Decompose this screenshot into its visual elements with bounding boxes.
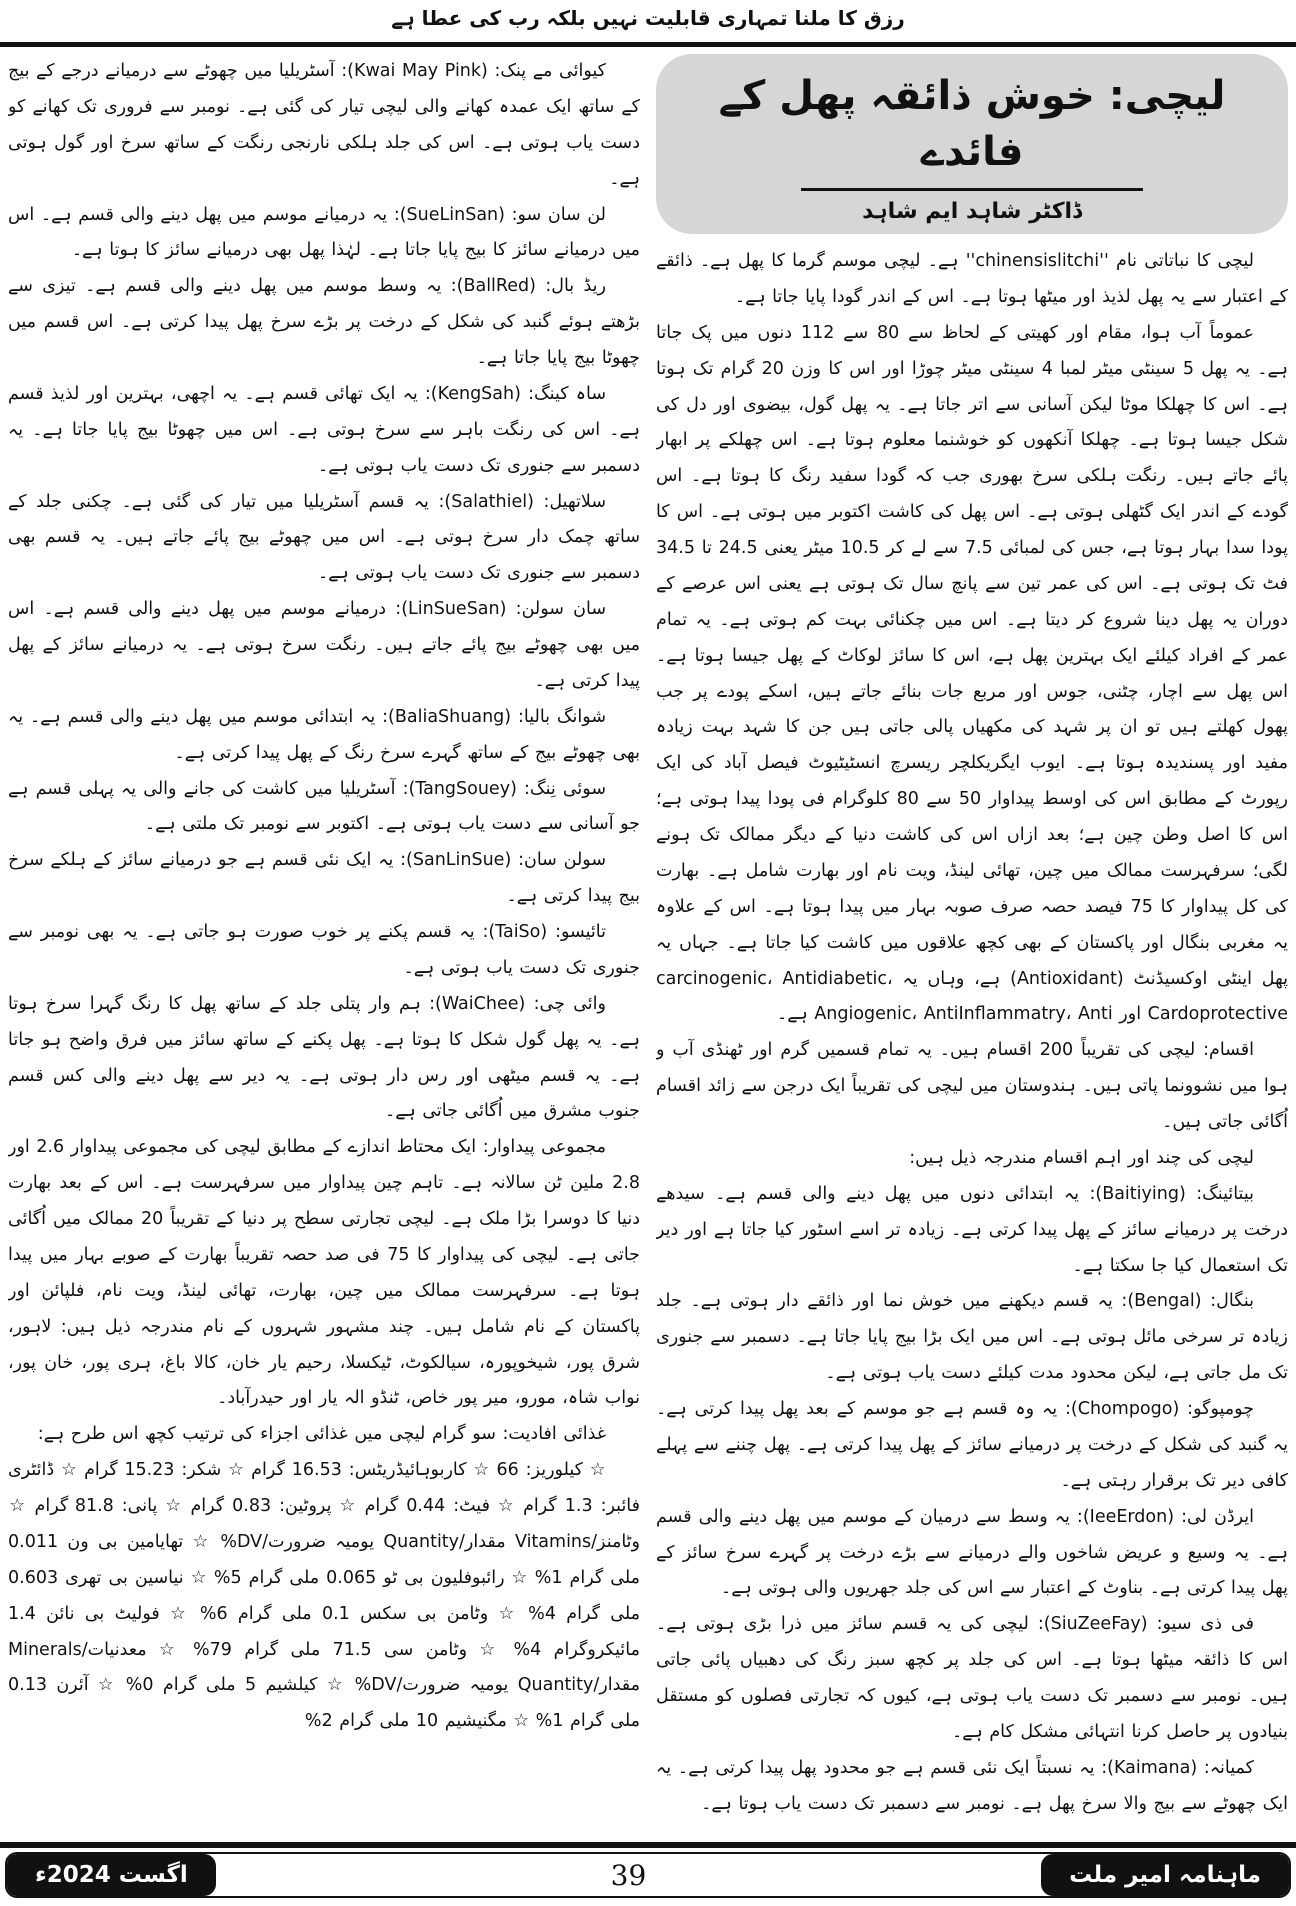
article-paragraph: چومپوگو: (Chompogo): یہ وہ قسم ہے جو موسم کے بعد پھل پیدا کرتی ہے۔ یہ گنبد کی شکل کے درخت پر درمیانے سائز کے پھل پیدا کرتی ہے۔ پھل چننے سے پہلے کافی دیر تک برقرار رہتی ہے۔ <box>656 1399 1288 1491</box>
article-paragraph: لیچی کا نباتاتی نام ''chinensislitchi'' ہے۔ لیچی موسم گرما کا پھل ہے۔ ذائقے کے اعتبار سے یہ پھل لذیذ اور میٹھا ہوتا ہے۔ اس کے اندر گودا پایا جاتا ہے۔ <box>656 251 1288 307</box>
article-paragraph: کیوائی مے پنک: (Kwai May Pink): آسٹریلیا میں چھوٹے سے درمیانے درجے کے بیج کے ساتھ ایک عمدہ کھانے والی لیچی تیار کی گئی ہے۔ نومبر سے فروری تک کھانے کو دست یاب ہوتی ہے۔ اس کی جلد ہلکی نارنجی رنگت کے ساتھ سرخ اور گول ہوتی ہے۔ <box>8 61 640 189</box>
article-paragraph: ☆ کیلوریز: 66 ☆ کاربوہائیڈریٹس: 16.53 گرام ☆ شکر: 15.23 گرام ☆ ڈائٹری فائبر: 1.3 گرام ☆ فیٹ: 0.44 گرام ☆ پروٹین: 0.83 گرام ☆ پانی: 81.8 گرام ☆ وٹامنز/Vitamins مقدار/Quantity یومیہ ضرورت/DV% ☆ تھایامین بی ون 0.011 ملی گرام 1% ☆ رائبوفلیون بی ٹو 0.065 ملی گرام 5% ☆ نیاسین بی تھری 0.603 ملی گرام 4% ☆ وٹامن بی سکس 0.1 ملی گرام 6% ☆ فولیٹ بی نائن 1.4 مائیکروگرام 4% ☆ وٹامن سی 71.5 ملی گرام 79% ☆ معدنیات/Minerals مقدار/Quantity یومیہ ضرورت/DV% ☆ کیلشیم 5 ملی گرام 0% ☆ آئرن 0.13 ملی گرام 1% ☆ مگنیشیم 10 ملی گرام 2% <box>8 1460 640 1732</box>
article-paragraph: لن سان سو: (SueLinSan): یہ درمیانے موسم میں پھل دینے والی قسم ہے۔ اس میں درمیانے سائز کا بیج پایا جاتا ہے۔ لہٰذا پھل بھی درمیانے سائز کا ہوتا ہے۔ <box>8 204 640 261</box>
article-paragraph: سولن سان: (SanLinSue): یہ ایک نئی قسم ہے جو درمیانے سائز کے ہلکے سرخ بیج پیدا کرتی ہے۔ <box>8 850 640 907</box>
article-paragraph: فی ذی سیو: (SiuZeeFay): لیچی کی یہ قسم سائز میں ذرا بڑی ہوتی ہے۔ اس کا ذائقہ میٹھا ہوتا ہے۔ اس کی جلد پر کچھ سبز رنگ کی دھبیاں پائی جاتی ہیں۔ نومبر سے دسمبر تک دست یاب ہوتی ہے، کیوں کہ تجارتی فصلوں کو مستقل بنیادوں پر حاصل کرنا انتہائی مشکل کام ہے۔ <box>656 1614 1288 1742</box>
article-paragraph: ساہ کینگ: (KengSah): یہ ایک تھائی قسم ہے۔ یہ اچھی، بہترین اور لذیذ قسم ہے۔ اس کی رنگت باہر سے سرخ ہوتی ہے۔ اس میں چھوٹا بیج پایا جاتا ہے۔ یہ دسمبر سے جنوری تک دست یاب ہوتی ہے۔ <box>8 383 640 476</box>
article-paragraph: بنگال: (Bengal): یہ قسم دیکھنے میں خوش نما اور ذائقے دار ہوتی ہے۔ جلد زیادہ تر سرخی مائل ہوتی ہے۔ اس میں ایک بڑا بیج پایا جاتا ہے۔ دسمبر سے جنوری تک مل جاتی ہے، لیکن محدود مدت کیلئے دست یاب ہوتی ہے۔ <box>656 1291 1288 1384</box>
column-right <box>656 54 1288 1838</box>
article-paragraph: تائیسو: (TaiSo): یہ قسم پکنے پر خوب صورت ہو جاتی ہے۔ یہ بھی نومبر سے جنوری تک دست یاب ہوتی ہے۔ <box>8 922 640 978</box>
header-motto: رزق کا ملنا تمہاری قابلیت نہیں بلکہ رب کی عطا ہے <box>391 6 905 30</box>
article-paragraph: غذائی افادیت: سو گرام لیچی میں غذائی اجزاء کی ترتیب کچھ اس طرح ہے: <box>37 1424 606 1445</box>
footer-bar <box>5 1852 1291 1898</box>
author-name: ڈاکٹر شاہد ایم شاہد <box>862 199 1082 224</box>
article-paragraph: مجموعی پیداوار: ایک محتاط اندازے کے مطابق لیچی کی مجموعی پیداوار 2.6 اور 2.8 ملین ٹن سالانہ ہے۔ تاہم چین پیداوار میں سرفہرست ہے۔ اس کے بعد بھارت دنیا کا دوسرا بڑا ملک ہے۔ لیچی تجارتی سطح پر دنیا کے تقریباً 20 ممالک میں اُگائی جاتی ہے۔ لیچی کی پیداوار کا 75 فی صد حصہ تقریباً بھارت کے صوبے بہار میں پیدا ہوتا ہے۔ سرفہرست ممالک میں چین، بھارت، تھائی لینڈ، ویت نام، فلپائن اور پاکستان کے نام شامل ہیں۔ چند مشہور شہروں کے نام مندرجہ ذیل ہیں: لاہور، شرق پور، شیخوپورہ، سیالکوٹ، ٹیکسلا، رحیم یار خان، کالا باغ، ہری پور، خان پور، نواب شاہ، مورو، میر پور خاص، ٹنڈو الہ یار اور حیدرآباد۔ <box>8 1137 640 1409</box>
article-paragraph: ایرڈن لی: (IeeErdon): یہ وسط سے درمیان کے موسم میں پھل دینے والی قسم ہے۔ یہ وسیع و عریض شاخوں والے درمیانے سے بڑے درخت پر گہرے سرخ سائز کے پھل پیدا کرتی ہے۔ بناوٹ کے اعتبار سے اس کی جلد جھریوں والی ہوتی ہے۔ <box>656 1506 1288 1599</box>
article-paragraph: سوئی نِنگ: (TangSouey): آسٹریلیا میں کاشت کی جانے والی یہ پہلی قسم ہے جو آسانی سے دست یاب ہوتی ہے۔ اکتوبر سے نومبر تک ملتی ہے۔ <box>8 778 640 835</box>
article-title-box <box>656 54 1288 234</box>
article-paragraph: شوانگ بالیا: (BaliaShuang): یہ ابتدائی موسم میں پھل دینے والی قسم ہے۔ یہ بھی چھوٹے بیج کے ساتھ گہرے سرخ رنگ کے پھل پیدا کرتی ہے۔ <box>8 706 640 763</box>
article-body <box>8 54 1288 1838</box>
article-paragraph: اقسام: لیچی کی تقریباً 200 اقسام ہیں۔ یہ تمام قسمیں گرم اور ٹھنڈی آب و ہوا میں نشوونما پاتی ہیں۔ ہندوستان میں لیچی کی تقریباً ایک درجن سے زائد اقسام اُگائی جاتی ہیں۔ <box>656 1040 1288 1132</box>
article-paragraph: لیچی کی چند اور اہم اقسام مندرجہ ذیل ہیں: <box>909 1147 1254 1168</box>
article-paragraph: کمیانہ: (Kaimana): یہ نسبتاً ایک نئی قسم ہے جو محدود پھل پیدا کرتی ہے۔ یہ ایک چھوٹے سے بیج والا سرخ پھل ہے۔ نومبر سے دسمبر تک دست یاب ہوتا ہے۔ <box>656 1757 1288 1814</box>
page-title: لیچی: خوش ذائقہ پھل کے فائدے <box>718 73 1226 175</box>
header-divider <box>0 42 1296 47</box>
title-divider <box>801 188 1142 191</box>
column-left <box>8 54 640 1838</box>
article-paragraph: بیتائینگ: (Baitiying): یہ ابتدائی دنوں میں پھل دینے والی قسم ہے۔ سیدھے درخت پر درمیانے سائز کے پھل پیدا کرتی ہے۔ زیادہ تر اسے اسٹور کیا جاتا ہے اور دیر تک استعمال کیا جا سکتا ہے۔ <box>656 1183 1288 1276</box>
footer-page-number: 39 <box>610 1858 647 1892</box>
article-paragraph: سلاتھیل: (Salathiel): یہ قسم آسٹریلیا میں تیار کی گئی ہے۔ چکنی جلد کے ساتھ چمک دار سرخ ہوتی ہے۔ اس میں چھوٹے بیج پائے جاتے ہیں۔ یہ قسم بھی دسمبر سے جنوری تک دست یاب ہوتی ہے۔ <box>8 491 640 584</box>
article-paragraph: وائی چی: (WaiChee): ہم وار پتلی جلد کے ساتھ پھل کا رنگ گہرا سرخ ہوتا ہے۔ یہ پھل گول شکل کا ہوتا ہے۔ پھل پکنے کے ساتھ سائز میں فرق واضح ہو جاتا ہے۔ یہ قسم میٹھی اور رس دار ہوتی ہے۔ یہ دیر سے پھل دینے والی کس قسم جنوب مشرق میں اُگائی جاتی ہے۔ <box>8 993 640 1122</box>
footer-magazine-badge: ماہنامہ امیر ملت <box>1041 1854 1289 1896</box>
article-paragraph: ریڈ بال: (BallRed): یہ وسط موسم میں پھل دینے والی قسم ہے۔ تیزی سے بڑھتے ہوئے گنبد کی شکل کے درخت پر بڑے سرخ پھل پیدا کرتی ہے۔ اس قسم میں چھوٹا بیج پایا جاتا ہے۔ <box>8 276 640 368</box>
footer-date-badge: اگست 2024ء <box>7 1854 216 1896</box>
article-paragraph: عموماً آب ہوا، مقام اور کھیتی کے لحاظ سے 80 سے 112 دنوں میں پک جاتا ہے۔ یہ پھل 5 سینٹی میٹر لمبا 4 سینٹی میٹر چوڑا اور اس کا وزن 20 گرام تک ہوتا ہے۔ اس کا چھلکا موٹا لیکن آسانی سے اتر جاتا ہے۔ یہ پھل گول، بیضوی اور دل کی شکل جیسا ہوتا ہے۔ چھلکا آنکھوں کو خوشنما معلوم ہوتا ہے۔ اس چھلکے پر ابھار پائے جاتے ہیں۔ رنگت ہلکی سرخ بھوری جب کہ گودا سفید رنگ کا ہوتا ہے۔ اس گودے کے اندر ایک گٹھلی ہوتی ہے۔ اس پھل کی کاشت اکتوبر میں ہوتی ہے۔ اس کا پودا سدا بہار ہوتا ہے، جس کی لمبائی 7.5 سے لے کر 10.5 میٹر یعنی 24.5 تا 34.5 فٹ تک ہوتی ہے۔ اس کی عمر تین سے پانچ سال تک ہوتی ہے یعنی اس عرصے کے دوران یہ پھل دینا شروع کر دیتا ہے۔ اس میں چکنائی بہت کم ہوتی ہے۔ یہ تمام عمر کے افراد کیلئے ایک بہترین پھل ہے، اس کا سائز لوکاٹ کے پھل جیسا ہوتا ہے۔ اس پھل سے اچار، چٹنی، جوس اور مربع جات بنائے جاتے ہیں، اسکے پودے پر جب پھول کھلتے ہیں تو ان پر شہد کی مکھیاں پالی جاتی ہیں جن کا شہد بہت زیادہ مفید اور پسندیدہ ہوتا ہے۔ ایوب ایگریکلچر ریسرچ انسٹیٹیوٹ فیصل آباد کی ایک رپورٹ کے مطابق اس کی اوسط پیداوار 50 سے 80 کلوگرام فی پودا پیدا ہوتی ہے؛ اس کا اصل وطن چین ہے؛ بعد ازاں اس کی کاشت دنیا کے دیگر ممالک تک ہونے لگی؛ سرفہرست ممالک میں چین، تھائی لینڈ، ویت نام اور بھارت شامل ہے۔ بھارت کی کل پیداوار کا 75 فیصد حصہ صرف صوبہ بہار میں پیدا ہوتا ہے۔ اس کے علاوہ یہ مغربی بنگال اور پاکستان کے بھی کچھ علاقوں میں کاشت کیا جاتا ہے۔ جہاں یہ پھل اینٹی اوکسیڈنٹ (Antioxidant) ہے، وہاں یہ carcinogenic، Antidiabetic، Cardoprotective اور Angiogenic، AntiInflammatry، Anti ہے۔ <box>656 322 1288 1025</box>
footer-divider <box>0 1842 1296 1848</box>
article-paragraph: سان سولن: (LinSueSan): درمیانے موسم میں پھل دینے والی قسم ہے۔ اس میں بھی چھوٹے بیج پائے جاتے ہیں۔ رنگت سرخ ہوتی ہے۔ یہ درمیانے سائز کے پھل پیدا کرتی ہے۔ <box>8 599 640 691</box>
